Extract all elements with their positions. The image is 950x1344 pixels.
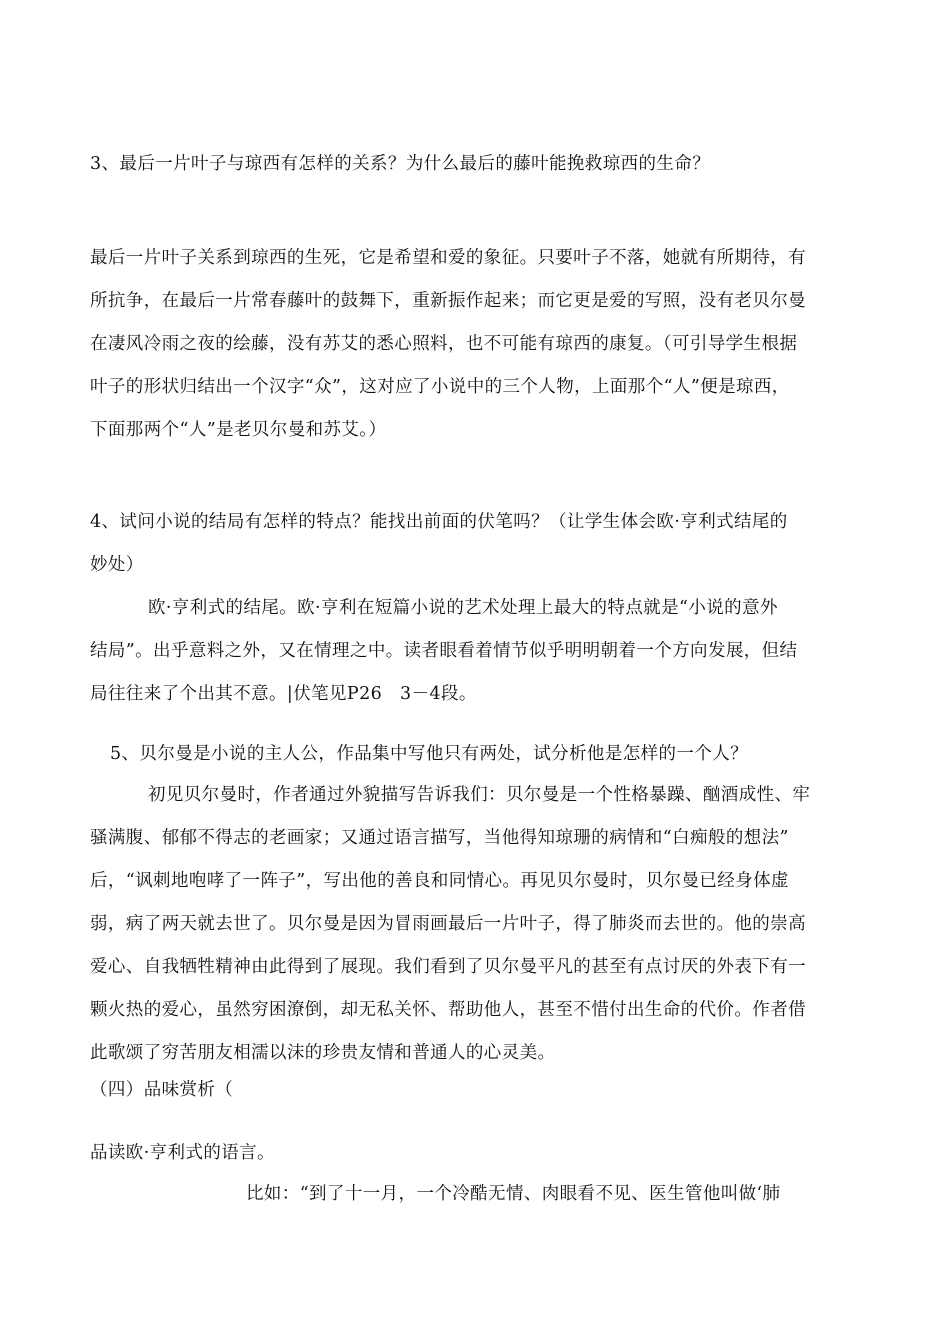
answer-5-line-5: 爱心、自我牺牲精神由此得到了展现。我们看到了贝尔曼平凡的甚至有点讨厌的外表下有一	[90, 957, 806, 977]
question-5: 5、贝尔曼是小说的主人公，作品集中写他只有两处，试分析他是怎样的一个人？	[110, 744, 749, 764]
answer-4-line-3: 局往往来了个出其不意。|伏笔见P26 3－4段。	[90, 684, 477, 704]
answer-5-line-3: 后，“讽刺地咆哮了一阵子”，写出他的善良和同情心。再见贝尔曼时，贝尔曼已经身体虚	[90, 871, 789, 891]
answer-3-line-1: 最后一片叶子关系到琼西的生死，它是希望和爱的象征。只要叶子不落，她就有所期待，有	[90, 248, 806, 268]
answer-5-line-6: 颗火热的爱心，虽然穷困潦倒，却无私关怀、帮助他人，甚至不惜付出生命的代价。作者借	[90, 1000, 806, 1020]
section-example: 比如：“到了十一月，一个冷酷无情、肉眼看不见、医生管他叫做‘肺	[246, 1184, 781, 1204]
answer-3-line-5: 下面那两个“人”是老贝尔曼和苏艾。）	[90, 420, 387, 440]
answer-4-line-1: 欧·亨利式的结尾。欧·亨利在短篇小说的艺术处理上最大的特点就是“小说的意外	[148, 598, 778, 618]
question-4-line-1: 4、试问小说的结局有怎样的特点？能找出前面的伏笔吗？（让学生体会欧·亨利式结尾的	[90, 512, 788, 532]
answer-5-line-1: 初见贝尔曼时，作者通过外貌描写告诉我们：贝尔曼是一个性格暴躁、酗酒成性、牢	[148, 785, 811, 805]
answer-4-line-2: 结局”。出乎意料之外，又在情理之中。读者眼看着情节似乎明明朝着一个方向发展，但结	[90, 641, 798, 661]
answer-3-line-3: 在凄风冷雨之夜的绘藤，没有苏艾的悉心照料，也不可能有琼西的康复。（可引导学生根据	[90, 334, 798, 354]
answer-5-line-4: 弱，病了两天就去世了。贝尔曼是因为冒雨画最后一片叶子，得了肺炎而去世的。他的崇高	[90, 914, 806, 934]
section-heading: （四）品味赏析（	[90, 1080, 234, 1100]
answer-5-line-7: 此歌颂了穷苦朋友相濡以沫的珍贵友情和普通人的心灵美。	[90, 1043, 556, 1063]
question-4-line-2: 妙处）	[90, 555, 144, 575]
section-intro: 品读欧·亨利式的语言。	[90, 1143, 275, 1163]
answer-3-line-4: 叶子的形状归结出一个汉字“众”，这对应了小说中的三个人物，上面那个“人”便是琼西，	[90, 377, 790, 397]
answer-3-line-2: 所抗争，在最后一片常春藤叶的鼓舞下，重新振作起来；而它更是爱的写照，没有老贝尔曼	[90, 291, 806, 311]
question-3: 3、最后一片叶子与琼西有怎样的关系？为什么最后的藤叶能挽救琼西的生命？	[90, 154, 711, 174]
answer-5-line-2: 骚满腹、郁郁不得志的老画家；又通过语言描写，当他得知琼珊的病情和“白痴般的想法”	[90, 828, 789, 848]
